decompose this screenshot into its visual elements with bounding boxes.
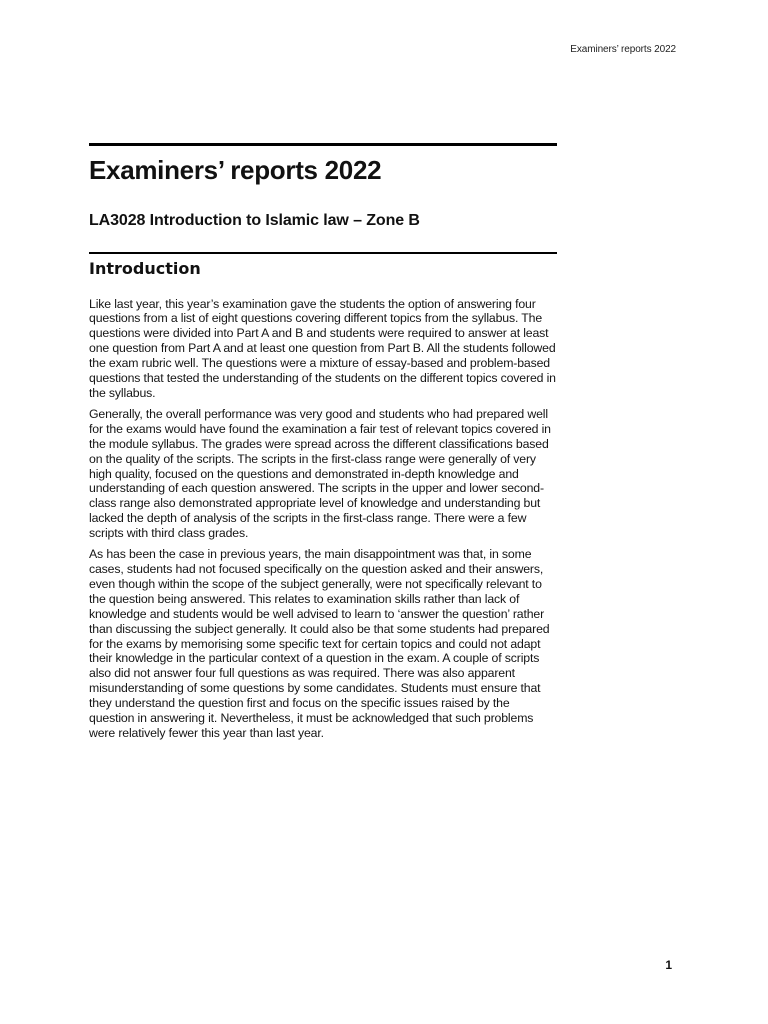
section-divider-rule — [89, 252, 557, 254]
paragraph: Generally, the overall performance was very good and students who had prepared well for the exams would have found the examination a fair test of relevant topics covered in the module syllabus. The grades were spread across the different classifications based on the quality of the scripts. The scripts in the first-class range were generally of very high quality, focused on the questions and demonstrated in-depth knowledge and understanding of each question answered. The scripts in the upper and lower second-class range also demonstrated appropriate level of knowledge and understanding but lacked the depth of analysis of the scripts in the first-class range. There were a few scripts with third class grades. — [89, 406, 551, 541]
title-top-rule — [89, 143, 557, 146]
running-header: Examiners’ reports 2022 — [570, 44, 676, 55]
paragraph: Like last year, this year’s examination gave the students the option of answering four questions from a list of eight questions covering different topics from the syllabus. The questions were divided into Part A and B and students were required to answer at least one question from Part A and at least one question from Part B. All the students followed the exam rubric well. The questions were a mixture of essay-based and problem-based questions that tested the understanding of the students on the different topics covered in the syllabus. — [89, 296, 556, 400]
page-number: 1 — [665, 958, 672, 972]
section-heading-introduction: Introduction — [89, 259, 201, 279]
paragraph: As has been the case in previous years, the main disappointment was that, in some cases, students had not focused specifically on the question asked and their answers, even though within the scope of the subject generally, were not specifically relevant to the question being answered. This relates to examination skills rather than lack of knowledge and students would be well advised to learn to ‘answer the question’ rather than discussing the subject generally. It could also be that some students had prepared for the exams by memorising some specific text for certain topics and could not adapt their knowledge in the particular context of a question in the exam. A couple of scripts also did not answer four full questions as was required. There was also apparent misunderstanding of some questions by some candidates. Students must ensure that they understand the question first and focus on the specific issues raised by the question in answering it. Nevertheless, it must be acknowledged that such problems were relatively fewer this year than last year. — [89, 547, 550, 740]
introduction-text — [89, 297, 557, 741]
document-subtitle: LA3028 Introduction to Islamic law – Zone B — [89, 212, 420, 230]
document-title: Examiners’ reports 2022 — [89, 155, 382, 185]
report-body — [89, 143, 557, 747]
